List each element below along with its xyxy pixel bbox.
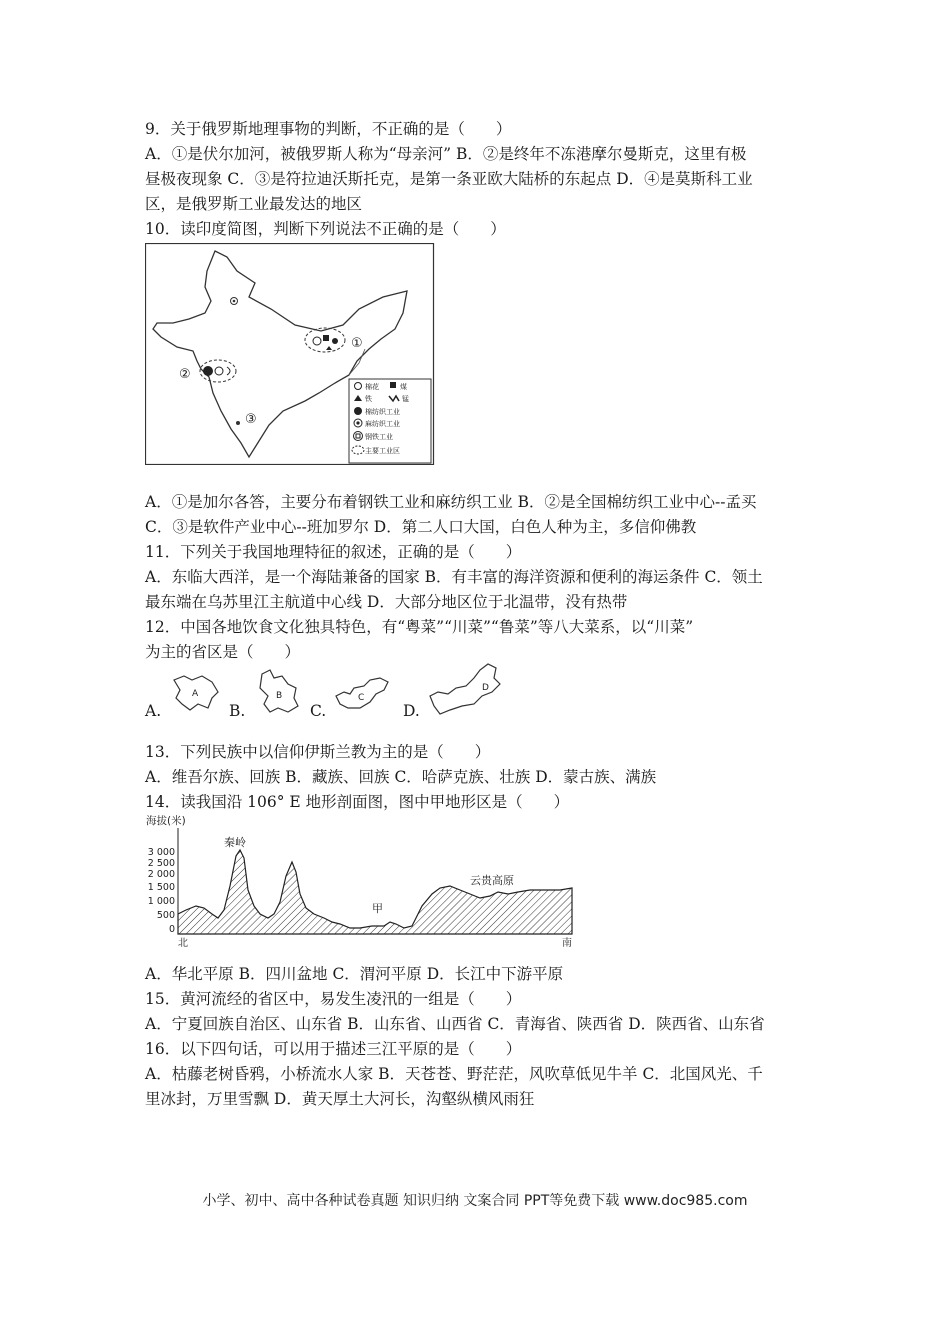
terrain-profile	[178, 850, 572, 934]
svg-text:棉花: 棉花	[365, 383, 379, 391]
q12-option-a-label: A.	[145, 702, 162, 720]
q9-stem: 9．关于俄罗斯地理事物的判断，不正确的是（ ）	[145, 120, 512, 138]
india-map-figure	[145, 243, 435, 465]
svg-text:煤: 煤	[400, 383, 407, 391]
province-shape-d	[426, 660, 504, 718]
marker-3: ③	[245, 412, 257, 427]
province-shape-b	[252, 666, 304, 718]
q13-stem: 13．下列民族中以信仰伊斯兰教为主的是（ ）	[145, 743, 491, 761]
q9-options-line2: 昼极夜现象 C．③是符拉迪沃斯托克，是第一条亚欧大陆桥的东起点 D．④是莫斯科工业	[145, 170, 753, 188]
profile-ylabel: 海拔(米)	[146, 815, 186, 827]
marker-1: ①	[351, 336, 363, 351]
peak-label: 秦岭	[224, 836, 246, 849]
svg-text:钢铁工业: 钢铁工业	[365, 433, 393, 441]
svg-text:1 000: 1 000	[147, 896, 175, 907]
terrain-profile-figure	[140, 810, 580, 950]
svg-text:锰: 锰	[402, 395, 409, 403]
q12-stem-line2: 为主的省区是（ ）	[145, 643, 301, 661]
svg-text:麻纺织工业: 麻纺织工业	[365, 420, 400, 428]
q15-options-line1: A．宁夏回族自治区、山东省 B．山东省、山西省 C．青海省、陕西省 D．陕西省、山东省	[145, 1015, 765, 1033]
q12-stem: 12．中国各地饮食文化独具特色，有“粤菜”“川菜”“鲁菜”等八大菜系，以“川菜”	[145, 618, 694, 636]
marker-2: ②	[179, 367, 191, 382]
svg-text:D: D	[482, 683, 489, 693]
q11-options-line1: A．东临大西洋，是一个海陆兼备的国家 B．有丰富的海洋资源和便利的海运条件 C．领土	[145, 568, 763, 586]
svg-text:铁: 铁	[365, 395, 372, 403]
svg-text:B: B	[276, 691, 283, 701]
q14-options-line1: A．华北平原 B．四川盆地 C．渭河平原 D．长江中下游平原	[145, 965, 564, 983]
svg-text:1 500: 1 500	[147, 882, 175, 893]
svg-text:2 000: 2 000	[147, 869, 175, 880]
province-shape-a	[168, 670, 224, 716]
svg-text:2 500: 2 500	[147, 858, 175, 869]
q16-options-line2: 里冰封，万里雪飘 D．黄天厚土大河长，沟壑纵横风雨狂	[145, 1090, 535, 1108]
q12-option-c-label: C.	[310, 702, 327, 720]
svg-text:主要工业区: 主要工业区	[365, 447, 400, 455]
q14-stem: 14．读我国沿 106° E 地形剖面图，图中甲地形区是（ ）	[145, 793, 570, 811]
q10-options-line1: A．①是加尔各答，主要分布着钢铁工业和麻纺织工业 B．②是全国棉纺织工业中心--孟买	[145, 493, 757, 511]
province-shape-c	[330, 672, 396, 716]
svg-text:棉纺织工业: 棉纺织工业	[365, 408, 400, 416]
svg-text:C: C	[358, 693, 365, 703]
page-footer: 小学、初中、高中各种试卷真题 知识归纳 文案合同 PPT等免费下载 www.doc985.com	[202, 1193, 748, 1209]
q16-stem: 16．以下四句话，可以用于描述三江平原的是（ ）	[145, 1040, 522, 1058]
q10-stem: 10．读印度简图，判断下列说法不正确的是（ ）	[145, 220, 506, 238]
q9-options-line3: 区，是俄罗斯工业最发达的地区	[145, 195, 363, 213]
q12-option-b-label: B.	[229, 702, 246, 720]
q10-options-line2: C．③是软件产业中心--班加罗尔 D．第二人口大国，白色人种为主，多信仰佛教	[145, 518, 697, 536]
basin-label: 甲	[372, 902, 383, 915]
svg-text:3 000: 3 000	[147, 847, 175, 858]
svg-text:500: 500	[156, 910, 175, 921]
q13-options-line1: A．维吾尔族、回族 B．藏族、回族 C．哈萨克族、壮族 D．蒙古族、满族	[145, 768, 657, 786]
svg-text:0: 0	[168, 924, 175, 935]
q9-options-line1: A．①是伏尔加河，被俄罗斯人称为“母亲河” B．②是终年不冻港摩尔曼斯克，这里有极	[145, 145, 747, 163]
svg-text:A: A	[192, 689, 199, 699]
south-label: 南	[562, 938, 572, 949]
q16-options-line1: A．枯藤老树昏鸦，小桥流水人家 B．天苍苍、野茫茫，风吹草低见牛羊 C．北国风光、千	[145, 1065, 763, 1083]
q12-option-d-label: D.	[403, 702, 420, 720]
q15-stem: 15．黄河流经的省区中，易发生凌汛的一组是（ ）	[145, 990, 522, 1008]
q11-stem: 11．下列关于我国地理特征的叙述，正确的是（ ）	[145, 543, 522, 561]
north-label: 北	[178, 938, 188, 949]
plateau-label: 云贵高原	[470, 874, 514, 887]
q11-options-line2: 最东端在乌苏里江主航道中心线 D．大部分地区位于北温带，没有热带	[145, 593, 628, 611]
